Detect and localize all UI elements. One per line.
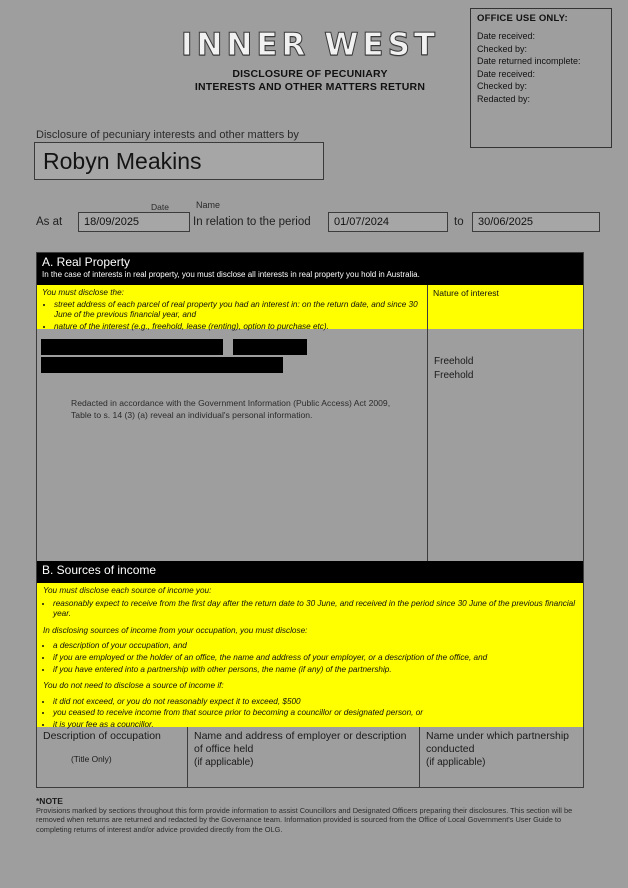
column-header-employer: Name and address of employer or description of office held — [194, 730, 407, 755]
column-sub-employer: (if applicable) — [194, 757, 254, 768]
to-label: to — [454, 216, 464, 228]
section-a-instructions — [37, 285, 427, 329]
section-b-occupation-item-2: • if you are employed or the holder of an office, the name and address of your employer, or a description of the office, and — [53, 653, 577, 664]
as-at-date-value: 18/09/2025 — [84, 216, 140, 228]
footnote-label: *NOTE — [36, 796, 63, 806]
redaction-note: Redacted in accordance with the Government Information (Public Access) Act 2009, Table to s. 14 (3) (a) reveal an individual's personal information. — [71, 398, 391, 420]
name-field[interactable] — [34, 142, 324, 180]
section-b-must-disclose-item-1: • reasonably expect to receive from the first day after the return date to 30 June, and received in the period since 30 June of the previous financial year. — [53, 599, 577, 620]
column-header-partnership: Name under which partnership conducted — [426, 730, 569, 755]
nature-value-2: Freehold — [434, 370, 474, 381]
redaction-bar — [41, 357, 283, 373]
office-use-box — [470, 8, 612, 148]
office-line-date-returned-incomplete: Date returned incomplete: — [477, 56, 581, 66]
office-line-checked-by-2: Checked by: — [477, 81, 528, 91]
name-value: Robyn Meakins — [43, 147, 202, 174]
column-partnership-name — [419, 727, 583, 787]
form-body — [36, 252, 584, 788]
as-at-label: As at — [36, 216, 63, 228]
section-a-title: A. Real Property — [42, 255, 131, 269]
office-line-redacted-by: Redacted by: — [477, 93, 531, 104]
form-title-line2: INTERESTS AND OTHER MATTERS RETURN — [194, 81, 426, 93]
period-from-value: 01/07/2024 — [334, 216, 390, 228]
section-b-exempt-item-3: • it is your fee as a councillor. — [53, 720, 577, 731]
redaction-bar — [233, 339, 307, 355]
section-b-exempt-item-2: • you ceased to receive income from that source prior to becoming a councillor or designated person, or — [53, 708, 577, 719]
section-b-header — [37, 561, 583, 583]
section-b-title: B. Sources of income — [42, 563, 157, 577]
section-a-instruction-lead: You must disclose the: — [42, 288, 124, 297]
date-caption: Date — [151, 202, 169, 212]
column-sub-occupation: (Title Only) — [71, 754, 112, 764]
inner-west-logo: INNER WEST — [180, 27, 440, 63]
office-line-checked-by: Checked by: — [477, 43, 528, 54]
real-property-column — [37, 329, 427, 561]
disclosure-label: Disclosure of pecuniary interests and other matters by — [36, 129, 299, 141]
section-b-exempt-item-1: • it did not exceed, or you do not reasonably expect it to exceed, $500 — [53, 697, 577, 708]
footnote-text: Provisions marked by sections throughout this form provide information to assist Councillors and Designated Officers preparing their disclosures. This section will be removed when returns are returned and redacted by the Governance team. Information provided is sourced from the Office of Local Government's User Guide to completing returns of interest and/or advice provided directly from the OLG. — [36, 806, 573, 834]
section-b-must-disclose-lead: You must disclose each source of income you: — [43, 586, 212, 595]
section-a-header — [37, 253, 583, 285]
section-b-exempt-lead: You do not need to disclose a source of income if: — [43, 681, 224, 691]
office-line-date-received: Date received: — [477, 31, 536, 41]
masthead — [170, 28, 450, 94]
period-to-value: 30/06/2025 — [478, 216, 534, 228]
period-from-field[interactable] — [328, 212, 448, 232]
column-sub-partnership: (if applicable) — [426, 757, 486, 768]
column-employer-or-office — [187, 727, 419, 787]
section-b-occupation-item-3: • if you have entered into a partnership with other persons, the name (if any) of the partnership. — [53, 665, 577, 676]
nature-value-1: Freehold — [434, 356, 474, 367]
column-header-occupation: Description of occupation — [43, 730, 161, 742]
column-description-of-occupation — [37, 727, 187, 787]
section-b-table — [37, 727, 583, 787]
as-at-date-field[interactable] — [78, 202, 190, 232]
section-a-subtitle: In the case of interests in real property, you must disclose all interests in real property you hold in Australia. — [42, 270, 420, 279]
section-a-instruction-item-1: • street address of each parcel of real property you had an interest in: on the return date, and since 30 June of the previous financial year, and — [54, 300, 422, 321]
nature-of-interest-header: Nature of interest — [427, 285, 583, 329]
name-caption: Name — [196, 200, 221, 210]
nature-of-interest-column — [427, 329, 583, 561]
redaction-bar — [41, 339, 223, 355]
office-use-title: OFFICE USE ONLY: — [477, 13, 568, 24]
office-line-date-received-2: Date received: — [477, 68, 536, 79]
section-b-occupation-lead: In disclosing sources of income from your occupation, you must disclose: — [43, 625, 308, 635]
period-label: In relation to the period — [193, 216, 311, 228]
section-a-instruction-item-2: • nature of the interest (e.g., freehold, lease (renting), option to purchase etc). — [54, 322, 422, 333]
period-to-field[interactable] — [472, 212, 600, 232]
form-title-line1: DISCLOSURE OF PECUNIARY — [232, 68, 388, 80]
section-b-instructions — [37, 583, 583, 727]
section-b-occupation-item-1: • a description of your occupation, and — [53, 641, 577, 652]
